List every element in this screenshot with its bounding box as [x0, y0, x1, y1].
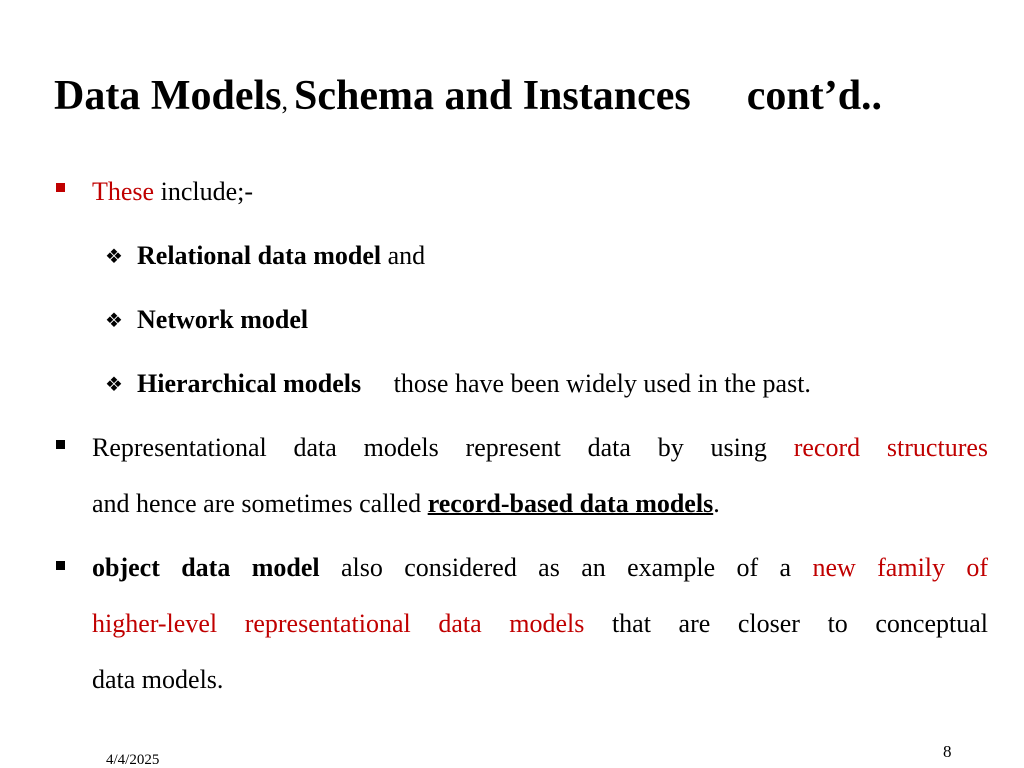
text: Representational data models represent data by using [92, 433, 767, 462]
page-number: 8 [943, 742, 952, 761]
sub-item-bold: Network model [137, 305, 309, 334]
period: . [713, 489, 720, 518]
new-family-text: new family of [812, 553, 989, 582]
bullet-object-line1 [92, 552, 988, 584]
title-contd: cont’d.. [746, 73, 883, 119]
title-part2: Schema and Instances [293, 73, 691, 119]
record-based-models-text: record-based data models [427, 489, 714, 518]
title-part1: Data Models [54, 73, 282, 119]
sub-item-rest: those have been widely used in the past. [393, 369, 811, 398]
bullet-object-line2 [92, 608, 988, 640]
text: and hence are sometimes called [92, 489, 422, 518]
square-bullet-icon [56, 440, 65, 449]
include-text: include;- [160, 177, 254, 206]
diamond-bullet-icon: ❖ [105, 244, 123, 268]
bullet-these-include [92, 176, 253, 208]
sub-item-relational [137, 240, 425, 272]
bullet-representational-line2 [92, 488, 720, 520]
sub-item-bold: Hierarchical models [137, 369, 362, 398]
sub-item-hierarchical [137, 368, 811, 400]
text: data models. [92, 665, 224, 694]
higher-level-text: higher-level representational data models [92, 609, 585, 638]
slide-title [54, 70, 882, 127]
bullet-representational-line1 [92, 432, 988, 464]
sub-item-bold: Relational data model [137, 241, 382, 270]
square-bullet-icon [56, 183, 65, 192]
square-bullet-icon [56, 561, 65, 570]
text: that are closer to conceptual [611, 609, 989, 638]
footer-date: 4/4/2025 [106, 752, 160, 768]
diamond-bullet-icon: ❖ [105, 308, 123, 332]
title-comma: , [281, 86, 288, 115]
text: also considered as an example of a [340, 553, 792, 582]
bullet-object-line3 [92, 664, 223, 696]
sub-item-network [137, 304, 308, 336]
these-word: These [92, 177, 155, 206]
diamond-bullet-icon: ❖ [105, 372, 123, 396]
sub-item-rest: and [387, 241, 426, 270]
record-structures-text: record structures [793, 433, 989, 462]
object-data-model-text: object data model [92, 553, 320, 582]
